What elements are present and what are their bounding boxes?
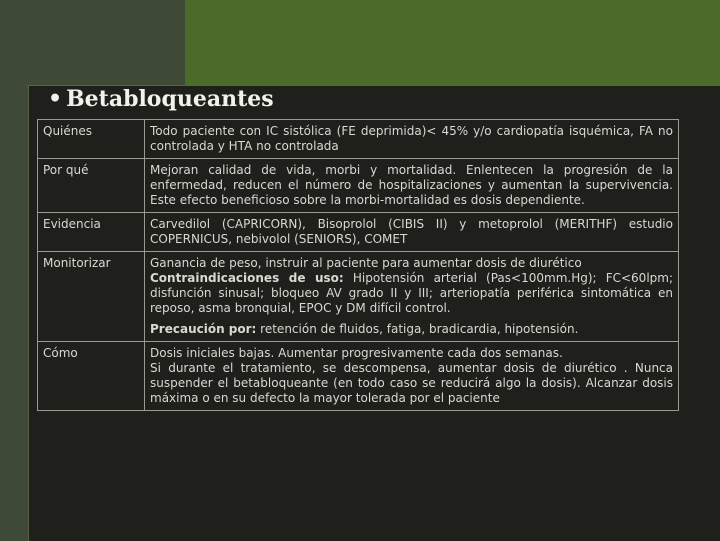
table-row-por-que: [38, 159, 679, 213]
row-label: [38, 159, 145, 213]
table-row-como: [38, 342, 679, 411]
info-table: [37, 119, 679, 411]
table-row-monitorizar: [38, 252, 679, 342]
row-text: Todo paciente con IC sistólica (FE deprimida)< 45% y/o cardiopatía isquémica, FA no controlada y HTA no controlada: [150, 124, 673, 153]
contraindications-paragraph: [150, 271, 673, 316]
como-line-1: Dosis iniciales bajas. Aumentar progresivamente cada dos semanas.: [150, 346, 563, 360]
row-label-text: Evidencia: [43, 217, 101, 231]
contraindications-text: Hipotensión arterial (Pas<100mm.Hg); FC<60lpm; disfunción sinusal; bloqueo AV grado II y III; arteriopatía periférica sintomática en reposo, asma bronquial, EPOC y DM difícil control.: [150, 271, 674, 315]
table-row-quienes: [38, 120, 679, 159]
row-label: [38, 213, 145, 252]
row-content: [145, 159, 679, 213]
row-label: [38, 252, 145, 342]
row-content: [145, 252, 679, 342]
monitor-intro-text: Ganancia de peso, instruir al paciente para aumentar dosis de diurético: [150, 256, 582, 270]
row-label: [38, 120, 145, 159]
row-content: [145, 213, 679, 252]
row-label-text: Monitorizar: [43, 256, 111, 270]
header-accent-block: [185, 0, 720, 88]
contraindications-label: Contraindicaciones de uso:: [150, 271, 344, 285]
precaution-paragraph: [150, 322, 673, 337]
title-bullet: •: [48, 86, 63, 112]
row-text: Mejoran calidad de vida, morbi y mortalidad. Enlentecen la progresión de la enfermedad, reducen el número de hospitalizaciones y aumentan la supervivencia. Este efecto beneficioso sobre la morbi-mortalidad es dosis dependiente.: [150, 163, 673, 207]
row-label-text: Cómo: [43, 346, 78, 360]
row-content: [145, 342, 679, 411]
row-content: [145, 120, 679, 159]
table-row-evidencia: [38, 213, 679, 252]
row-label-text: Por qué: [43, 163, 89, 177]
row-label: [38, 342, 145, 411]
slide-title: [48, 86, 274, 112]
row-label-text: Quiénes: [43, 124, 93, 138]
precaution-text: retención de fluidos, fatiga, bradicardia, hipotensión.: [256, 322, 579, 336]
row-text: Carvedilol (CAPRICORN), Bisoprolol (CIBIS II) y metoprolol (MERITHF) estudio COPERNICUS, nebivolol (SENIORS), COMET: [150, 217, 673, 246]
slide-title-text: Betabloqueantes: [66, 86, 274, 112]
precaution-label: Precaución por:: [150, 322, 257, 336]
como-line-2: Si durante el tratamiento, se descompensa, aumentar dosis de diurético . Nunca suspender el betabloqueante (en todo caso se reducirá algo la dosis). Alcanzar dosis máxima o en su defecto la mayor tolerada por el paciente: [150, 361, 673, 405]
